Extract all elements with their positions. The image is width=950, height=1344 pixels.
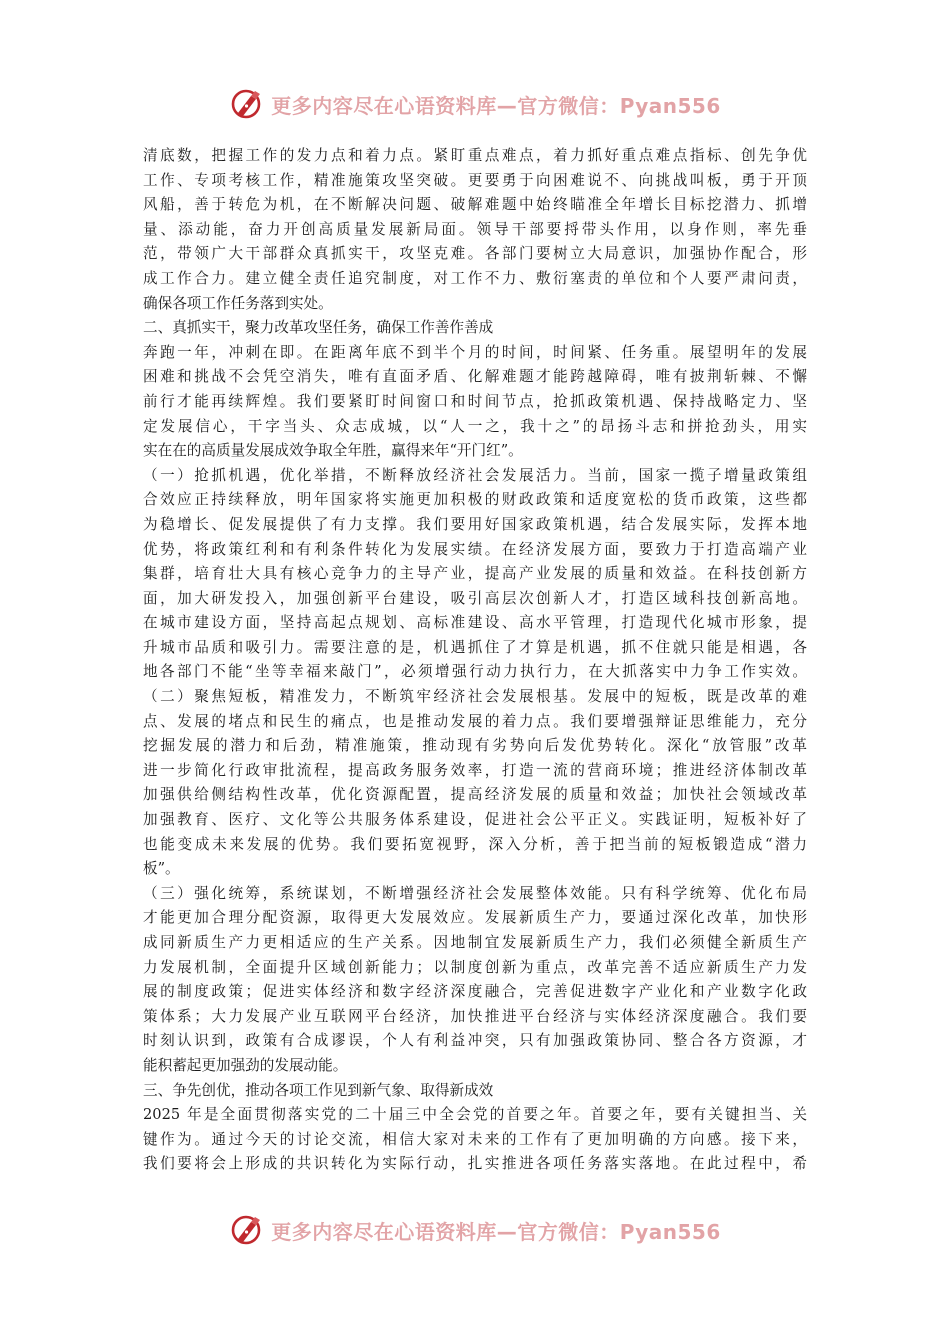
text-line: 面，加大研发投入，加强创新平台建设，吸引高层次创新人才，打造区域科技创新高地。 <box>143 589 807 607</box>
pen-nib-logo-icon <box>229 1212 265 1248</box>
text-line: 风船，善于转危为机，在不断解决问题、破解难题中始终瞄准全年增长目标挖潜力、抓增 <box>143 196 807 214</box>
text-line: 确保各项工作任务落到实处。 <box>143 294 333 312</box>
text-line: 集群，培育壮大具有核心竞争力的主导产业，提高产业发展的质量和效益。在科技创新方 <box>143 565 807 583</box>
text-line: 板”。 <box>143 860 180 878</box>
pen-nib-logo-icon <box>229 86 265 122</box>
text-line: 点、发展的堵点和民生的痛点，也是推动发展的着力点。我们要增强辩证思维能力，充分 <box>143 712 807 730</box>
header-banner-text: 更多内容尽在心语资料库—官方微信：Pyan556 <box>271 93 721 118</box>
text-line: 范，带领广大干部群众真抓实干，攻坚克难。各部门要树立大局意识，加强协作配合，形 <box>143 245 807 263</box>
text-line: 困难和挑战不会凭空消失，唯有直面矛盾、化解难题才能跨越障碍，唯有披荆斩棘、不懈 <box>143 368 807 386</box>
text-line: 才能更加合理分配资源，取得更大发展效应。发展新质生产力，要通过深化改革，加快形 <box>143 909 807 927</box>
text-line: 工作、专项考核工作，精准施策攻坚突破。更要勇于向困难说不、向挑战叫板，勇于开顶 <box>143 171 807 189</box>
footer-banner-text: 更多内容尽在心语资料库—官方微信：Pyan556 <box>271 1219 721 1244</box>
text-line: 时刻认识到，政策有合成谬误，个人有利益冲突，只有加强政策协同、整合各方资源，才 <box>143 1032 807 1050</box>
footer-banner <box>0 1208 950 1252</box>
text-line: 能积蓄起更加强劲的发展动能。 <box>143 1056 348 1074</box>
text-line: 力发展机制，全面提升区域创新能力；以制度创新为重点，改革完善不适应新质生产力发 <box>143 958 807 976</box>
text-line: 2025 年是全面贯彻落实党的二十届三中全会党的首要之年。首要之年，要有关键担当、关 <box>143 1106 807 1124</box>
text-line: 定发展信心，干字当头、众志成城，以“人一之，我十之”的昂扬斗志和拼抢劲头，用实 <box>143 417 807 435</box>
text-line: 展的制度政策；促进实体经济和数字经济深度融合，完善促进数字产业化和产业数字化政 <box>143 983 807 1001</box>
text-line: （三）强化统筹，系统谋划，不断增强经济社会发展整体效能。只有科学统筹、优化布局 <box>143 884 807 902</box>
text-line: 键作为。通过今天的讨论交流，相信大家对未来的工作有了更加明确的方向感。接下来， <box>143 1130 807 1148</box>
text-line: 为稳增长、促发展提供了有力支撑。我们要用好国家政策机遇，结合发展实际，发挥本地 <box>143 515 807 533</box>
text-line: 进一步简化行政审批流程，提高政务服务效率，打造一流的营商环境；推进经济体制改革 <box>143 761 807 779</box>
text-line: 我们要将会上形成的共识转化为实际行动，扎实推进各项任务落实落地。在此过程中，希 <box>143 1155 807 1173</box>
text-line: 加强教育、医疗、文化等公共服务体系建设，促进社会公平正义。实践证明，短板补好了 <box>143 811 807 829</box>
text-line: 清底数，把握工作的发力点和着力点。紧盯重点难点，着力抓好重点难点指标、创先争优 <box>143 147 807 164</box>
text-line: 奔跑一年，冲刺在即。在距离年底不到半个月的时间，时间紧、任务重。展望明年的发展 <box>143 343 807 361</box>
header-banner <box>0 82 950 126</box>
text-line: 前行才能再续辉煌。我们要紧盯时间窗口和时间节点，抢抓政策机遇、保持战略定力、坚 <box>143 392 807 410</box>
text-line: 实在在的高质量发展成效争取全年胜，赢得来年“开门红”。 <box>143 442 523 460</box>
text-line: 三、争先创优，推动各项工作见到新气象、取得新成效 <box>143 1081 494 1099</box>
text-line: 地各部门不能“坐等幸福来敲门”，必须增强行动力执行力，在大抓落实中力争工作实效。 <box>143 663 807 681</box>
text-line: 合效应正持续释放，明年国家将实施更加积极的财政政策和适度宽松的货币政策，这些都 <box>143 491 807 509</box>
text-line: 成工作合力。建立健全责任追究制度，对工作不力、敷衍塞责的单位和个人要严肃问责， <box>143 269 807 287</box>
text-line: 升城市品质和吸引力。需要注意的是，机遇抓住了才算是机遇，抓不住就只能是相遇，各 <box>143 638 807 656</box>
text-line: （二）聚焦短板，精准发力，不断筑牢经济社会发展根基。发展中的短板，既是改革的难 <box>143 688 807 706</box>
text-line: 在城市建设方面，坚持高起点规划、高标准建设、高水平管理，打造现代化城市形象，提 <box>143 614 807 632</box>
text-line: 挖掘发展的潜力和后劲，精准施策，推动现有劣势向后发优势转化。深化“放管服”改革 <box>143 737 807 755</box>
text-line: 成同新质生产力更相适应的生产关系。因地制宜发展新质生产力，我们必须健全新质生产 <box>143 934 807 951</box>
document-body <box>143 144 807 1177</box>
text-line: 量、添动能，奋力开创高质量发展新局面。领导干部要捋带头作用，以身作则，率先垂 <box>143 220 807 238</box>
text-line: 也能变成未来发展的优势。我们要拓宽视野，深入分析，善于把当前的短板锻造成“潜力 <box>143 835 807 853</box>
text-line: 二、真抓实干，聚力改革攻坚任务，确保工作善作善成 <box>143 319 494 337</box>
text-line: 策体系；大力发展产业互联网平台经济，加快推进平台经济与实体经济深度融合。我们要 <box>143 1007 807 1025</box>
text-line: 优势，将政策红利和有利条件转化为发展实绩。在经济发展方面，要致力于打造高端产业 <box>143 540 807 558</box>
text-line: （一）抢抓机遇，优化举措，不断释放经济社会发展活力。当前，国家一揽子增量政策组 <box>143 466 807 484</box>
text-line: 加强供给侧结构性改革，优化资源配置，提高经济发展的质量和效益；加快社会领域改革 <box>143 786 807 804</box>
